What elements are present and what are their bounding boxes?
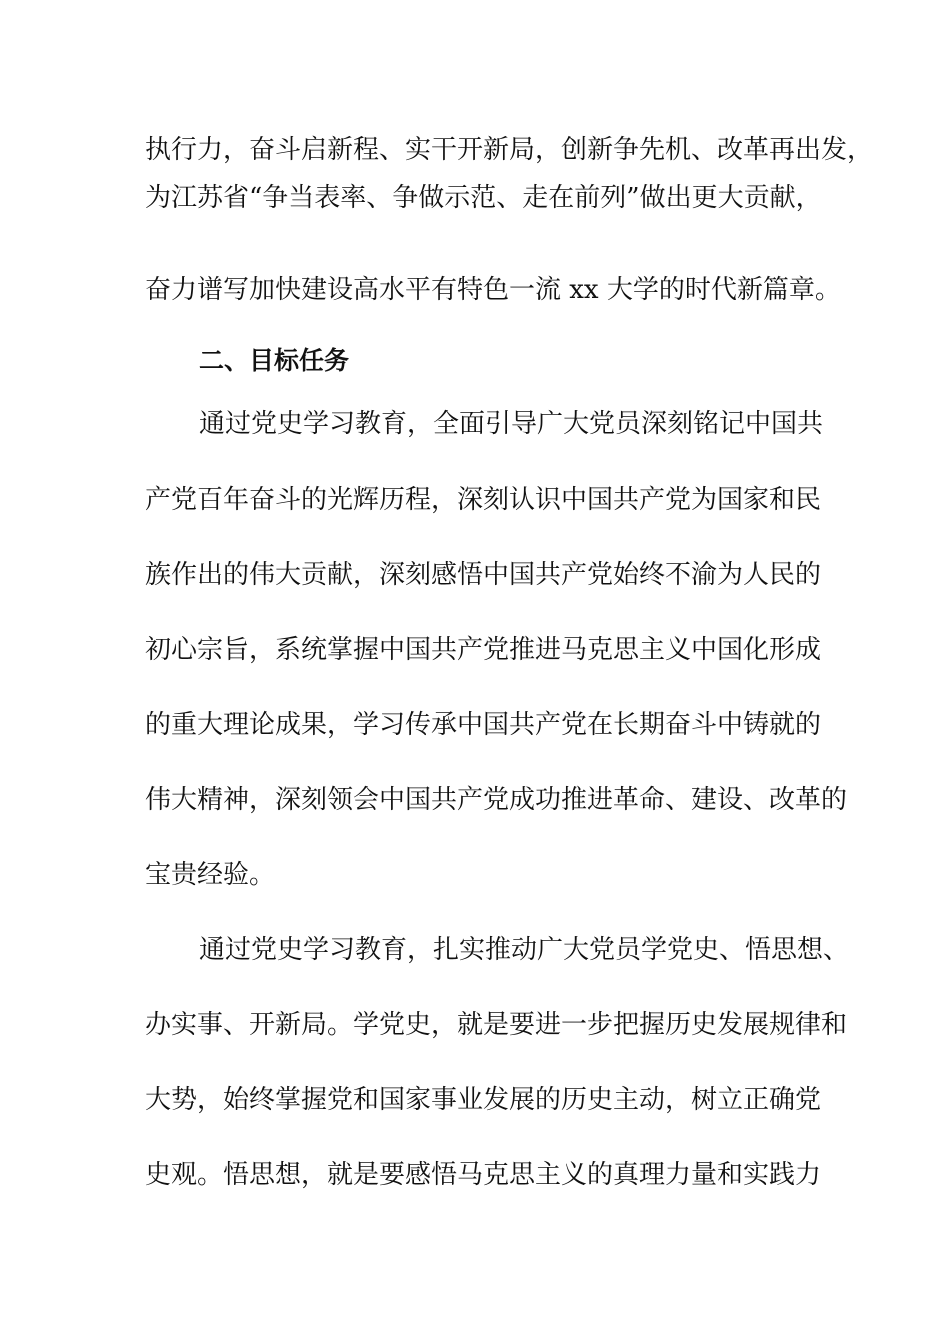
paragraph-line: 通过党史学习教育，全面引导广大党员深刻铭记中国共 xyxy=(199,409,824,439)
paragraph-line: 办实事、开新局。学党史，就是要进一步把握历史发展规律和 xyxy=(145,1010,848,1040)
paragraph-line: 产党百年奋斗的光辉历程，深刻认识中国共产党为国家和民 xyxy=(145,485,822,515)
paragraph-line: 史观。悟思想，就是要感悟马克思主义的真理力量和实践力 xyxy=(145,1160,822,1190)
paragraph-line: 的重大理论成果，学习传承中国共产党在长期奋斗中铸就的 xyxy=(145,710,822,740)
paragraph-line: 初心宗旨，系统掌握中国共产党推进马克思主义中国化形成 xyxy=(145,635,822,665)
body-text-line: 奋力谱写加快建设高水平有特色一流 xx 大学的时代新篇章。 xyxy=(145,275,841,305)
section-heading: 二、目标任务 xyxy=(199,346,350,375)
paragraph-line: 伟大精神，深刻领会中国共产党成功推进革命、建设、改革的 xyxy=(145,785,848,815)
paragraph-line: 宝贵经验。 xyxy=(145,860,276,890)
body-text-line: 为江苏省“争当表率、争做示范、走在前列”做出更大贡献， xyxy=(145,183,822,213)
body-text-line: 执行力，奋斗启新程、实干开新局，创新争先机、改革再出发， xyxy=(145,135,874,165)
paragraph-line: 通过党史学习教育，扎实推动广大党员学党史、悟思想、 xyxy=(199,935,850,965)
paragraph-line: 大势，始终掌握党和国家事业发展的历史主动，树立正确党 xyxy=(145,1085,822,1115)
paragraph-line: 族作出的伟大贡献，深刻感悟中国共产党始终不渝为人民的 xyxy=(145,560,822,590)
